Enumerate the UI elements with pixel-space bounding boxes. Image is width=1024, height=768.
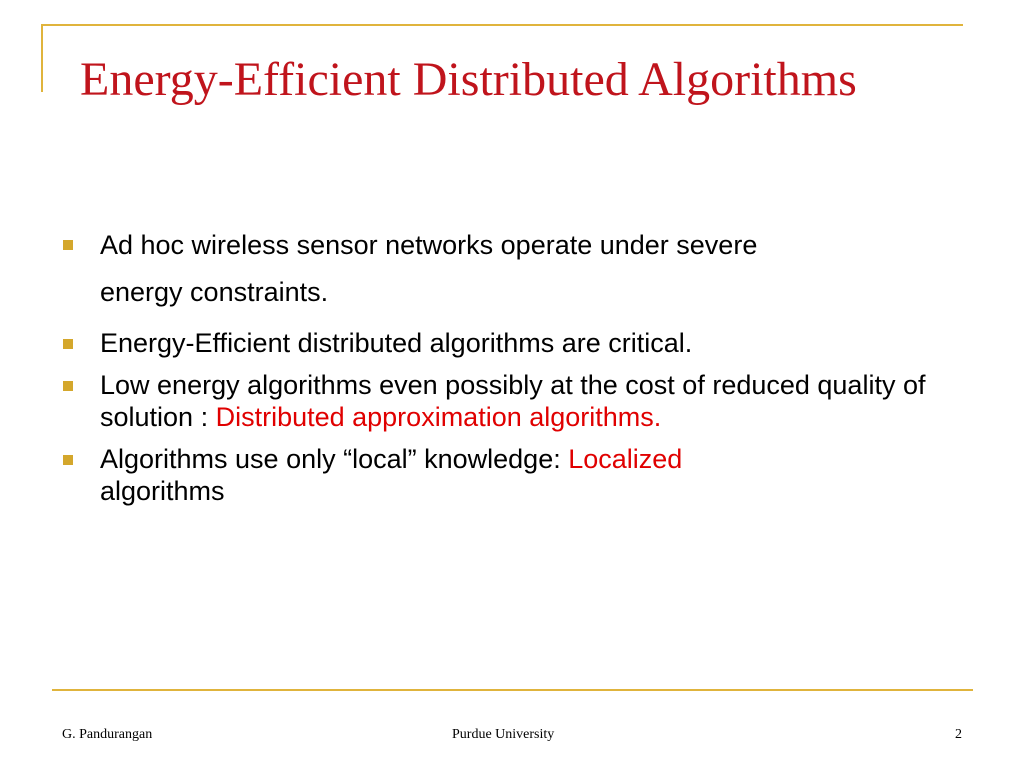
footer-author: G. Pandurangan [62,727,153,742]
bullet-3-highlight: Distributed approximation algorithms. [215,401,662,432]
square-bullet-icon [63,240,73,250]
bullet-item-1 [62,222,942,317]
bullet-item-3 [62,369,942,433]
bullet-4-text: Algorithms use only “local” knowledge: [100,443,569,474]
bullet-4-highlight: Localized [568,443,683,474]
footer-institution: Purdue University [452,727,555,742]
bullet-list [62,222,942,517]
square-bullet-icon [63,339,73,349]
frame-top-rule [41,24,963,26]
bullet-1-text-line2: energy constraints. [100,277,329,308]
square-bullet-icon [63,455,73,465]
frame-left-rule [41,24,43,92]
footer-rule [52,689,973,691]
bullet-item-2 [62,327,942,359]
square-bullet-icon [63,381,73,391]
bullet-2-text: Energy-Efficient distributed algorithms are critical. [100,327,693,358]
footer-page-number: 2 [955,727,962,742]
bullet-3-text: Low energy algorithms even possibly at the cost of reduced quality of solution : [100,369,926,432]
bullet-item-4 [62,443,942,507]
bullet-4-text-after: algorithms [100,476,225,506]
bullet-1-text: Ad hoc wireless sensor networks operate under severe [100,230,758,260]
slide-title: Energy-Efficient Distributed Algorithms [80,53,857,106]
